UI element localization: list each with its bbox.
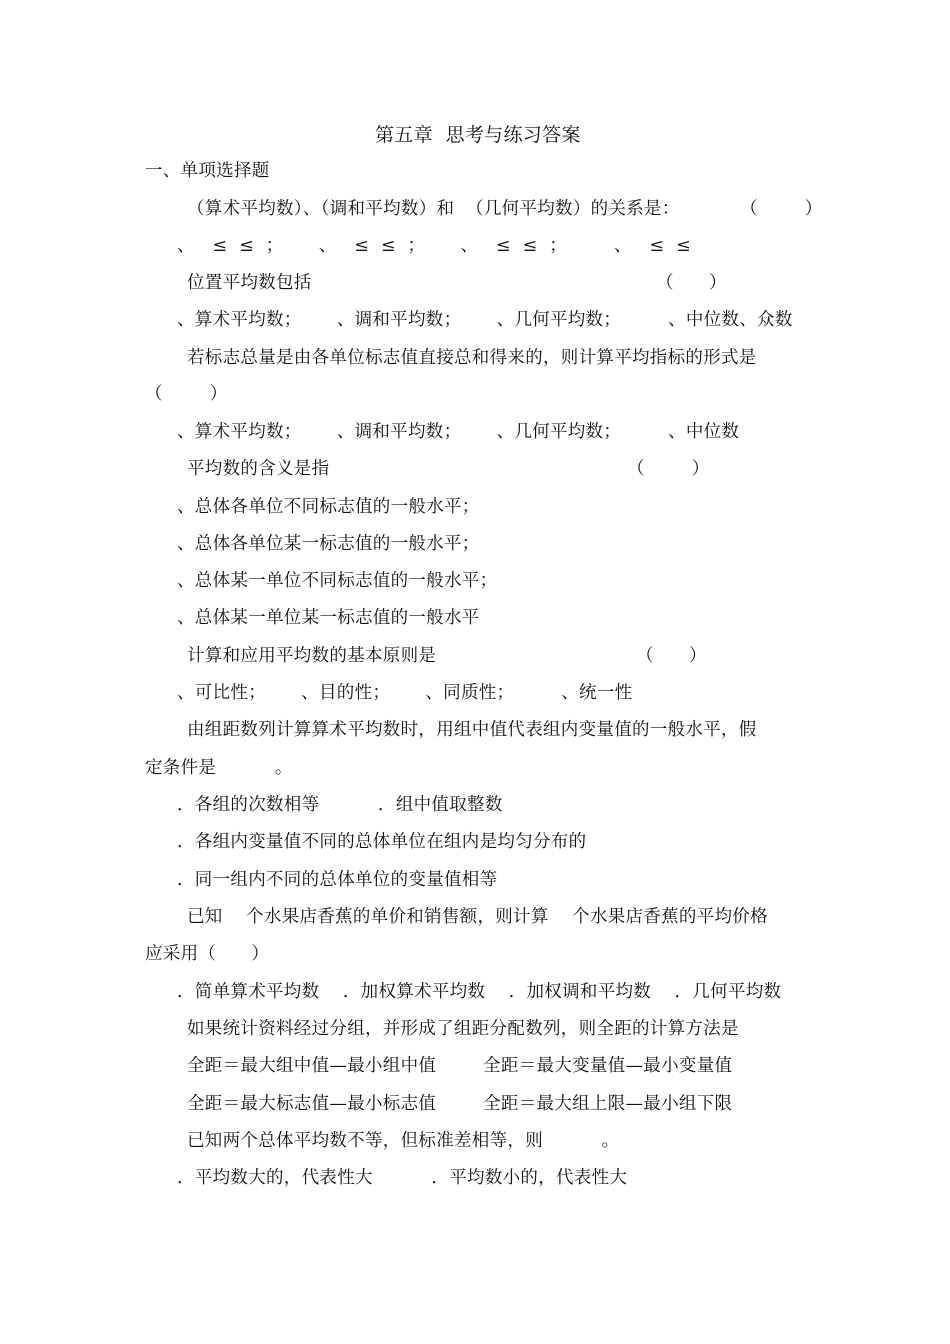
question-2-options: 、算术平均数； 、调和平均数； 、几何平均数； 、中位数、众数 (177, 310, 793, 330)
question-6-stem: 由组距数列计算算术平均数时，用组中值代表组内变量值的一般水平，假 (187, 720, 757, 740)
question-1-bracket: （ ） (740, 199, 823, 219)
question-7-options: ．简单算术平均数 ．加权算术平均数 ．加权调和平均数 ．几何平均数 (177, 982, 782, 1002)
question-2-bracket: （ ） (656, 273, 727, 293)
question-4-stem: 平均数的含义是指 (187, 459, 330, 479)
question-7-stem: 已知 个水果店香蕉的单价和销售额，则计算 个水果店香蕉的平均价格 (187, 907, 768, 927)
question-5-stem: 计算和应用平均数的基本原则是 (187, 646, 437, 666)
question-3-stem: 若标志总量是由各单位标志值直接总和得来的，则计算平均指标的形式是 (187, 348, 757, 368)
question-7-stem-continuation: 应采用（ ） (145, 944, 270, 964)
question-4-option: 、总体某一单位某一标志值的一般水平 (177, 608, 480, 628)
question-1-options: 、 ≤ ≤ ； 、 ≤ ≤ ； 、 ≤ ≤ ； 、 ≤ ≤ (177, 236, 691, 256)
question-9-options: ．平均数大的，代表性大 ．平均数小的，代表性大 (177, 1168, 628, 1188)
question-6-option: ．各组的次数相等 ．组中值取整数 (177, 795, 503, 815)
question-5-options: 、可比性； 、目的性； 、同质性； 、统一性 (177, 683, 633, 703)
document-title: 第五章 思考与练习答案 (375, 124, 581, 146)
question-2-stem: 位置平均数包括 (187, 273, 312, 293)
section-heading: 一、单项选择题 (145, 161, 270, 181)
question-8-option: 全距＝最大标志值—最小标志值 全距＝最大组上限—最小组下限 (187, 1094, 733, 1114)
question-3-stem-continuation: （ ） (145, 384, 228, 404)
question-8-stem: 如果统计资料经过分组，并形成了组距分配数列，则全距的计算方法是 (187, 1019, 739, 1039)
question-6-option: ．同一组内不同的总体单位的变量值相等 (177, 870, 498, 890)
question-3-options: 、算术平均数； 、调和平均数； 、几何平均数； 、中位数 (177, 422, 740, 442)
question-4-bracket: （ ） (627, 459, 710, 479)
question-4-option: 、总体各单位某一标志值的一般水平； (177, 534, 480, 554)
question-8-option: 全距＝最大组中值—最小组中值 全距＝最大变量值—最小变量值 (187, 1056, 733, 1076)
question-4-option: 、总体某一单位不同标志值的一般水平； (177, 571, 498, 591)
question-5-bracket: （ ） (636, 646, 707, 666)
question-6-stem-continuation: 定条件是 。 (145, 758, 293, 778)
question-6-option: ．各组内变量值不同的总体单位在组内是均匀分布的 (177, 832, 587, 852)
question-4-option: 、总体各单位不同标志值的一般水平； (177, 497, 480, 517)
question-1-stem: （算术平均数）、（调和平均数）和 （几何平均数）的关系是： (187, 199, 680, 219)
question-9-stem: 已知两个总体平均数不等，但标准差相等，则 。 (187, 1131, 620, 1151)
